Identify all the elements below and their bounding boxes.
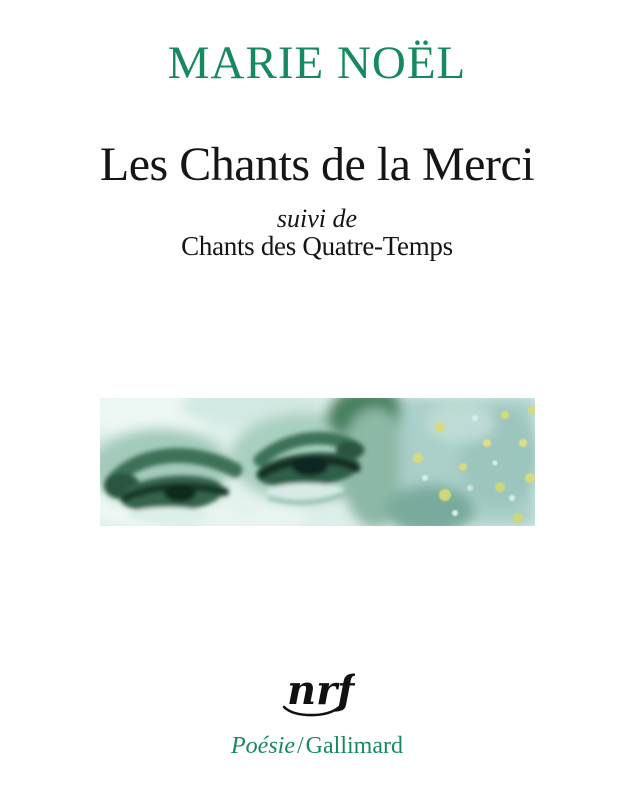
- second-title: Chants des Quatre-Temps: [181, 231, 453, 261]
- cover-photo-eyes: [100, 398, 535, 526]
- collection-name: Poésie: [231, 733, 295, 759]
- author-name: MARIE NOËL: [167, 37, 467, 89]
- nrf-logo-text: nrf: [287, 667, 355, 714]
- book-title: Les Chants de la Merci: [99, 138, 535, 191]
- collection-separator: /: [297, 733, 304, 759]
- collection-line: [0, 733, 634, 759]
- nrf-logo: [0, 664, 634, 722]
- linking-phrase: suivi de: [276, 204, 358, 233]
- publisher-name: Gallimard: [305, 733, 403, 759]
